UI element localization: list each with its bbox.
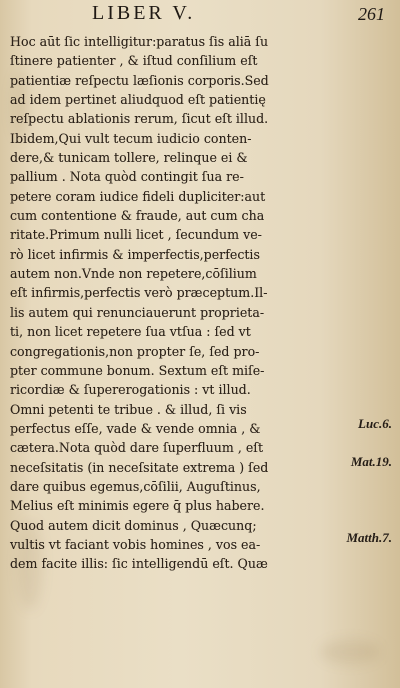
text-line: patientiæ reſpectu læſionis corporis.Sed — [10, 72, 269, 88]
text-line: neceſsitatis (in neceſsitate extrema ) ſed — [10, 459, 269, 475]
text-line: vultis vt faciant vobis homines , vos ea- — [10, 536, 261, 552]
text-line: Quod autem dicit dominus , Quæcunq; — [10, 517, 257, 533]
margin-note-mat: Mat.19. — [350, 454, 392, 469]
text-line: autem non.Vnde non repetere,cōſilium — [10, 266, 257, 282]
text-line: ritate.Primum nulli licet , ſecundum ve- — [10, 227, 262, 243]
text-line: Hoc aūt ſic intelligitur:paratus ſis aliā ſu — [10, 34, 269, 49]
page-header — [0, 2, 400, 26]
text-line: congregationis,non propter ſe, ſed pro- — [10, 343, 260, 359]
text-line: pter commune bonum. Sextum eſt miſe- — [10, 362, 265, 378]
text-line: reſpectu ablationis rerum, ſicut eſt illud. — [10, 111, 269, 127]
text-line: Omni petenti te tribue . & illud, ſi vis — [10, 401, 247, 417]
text-line: dere,& tunicam tollere, relinque ei & — [10, 150, 248, 166]
text-line: petere coram iudice fideli dupliciter:aut — [10, 188, 266, 204]
paper-stain — [320, 640, 380, 664]
text-line: ad idem pertinet aliudquod eſt patientię — [10, 92, 266, 108]
text-line: ſtinere patienter , & iſtud conſilium eſt — [10, 53, 258, 69]
text-line: dare quibus egemus,cōſilii, Auguſtinus, — [10, 478, 261, 494]
margin-note-matth: Matth.7. — [346, 530, 392, 545]
text-line: ricordiæ & ſupererogationis : vt illud. — [10, 382, 251, 398]
margin-note-luc: Luc.6. — [358, 416, 392, 431]
text-line: perfectus eſſe, vade & vende omnia , & — [10, 420, 261, 436]
text-line: ti, non licet repetere ſua vtſua : ſed vt — [10, 324, 251, 340]
text-line: Ibidem,Qui vult tecum iudicio conten- — [10, 130, 252, 146]
text-line: rò licet infirmis & imperfectis,perfectis — [10, 246, 260, 262]
text-line: cætera.Nota quòd dare ſuperfluum , eſt — [10, 440, 264, 456]
text-line: pallium . Nota quòd contingit ſua re- — [10, 169, 244, 185]
running-head: LIBER V. — [92, 2, 196, 24]
text-line: Melius eſt minimis egere q̄ plus habere. — [10, 498, 265, 514]
text-line: lis autem qui renunciauerunt proprieta- — [10, 304, 265, 320]
text-line: eſt infirmis,perfectis verò præceptum.Il- — [10, 285, 268, 301]
text-line: dem facite illis: ſic intelligendū eſt. Quæ — [10, 556, 268, 572]
page-number: 261 — [358, 4, 385, 24]
main-text-block — [10, 32, 320, 574]
text-line: cum contentione & fraude, aut cum cha — [10, 208, 265, 224]
